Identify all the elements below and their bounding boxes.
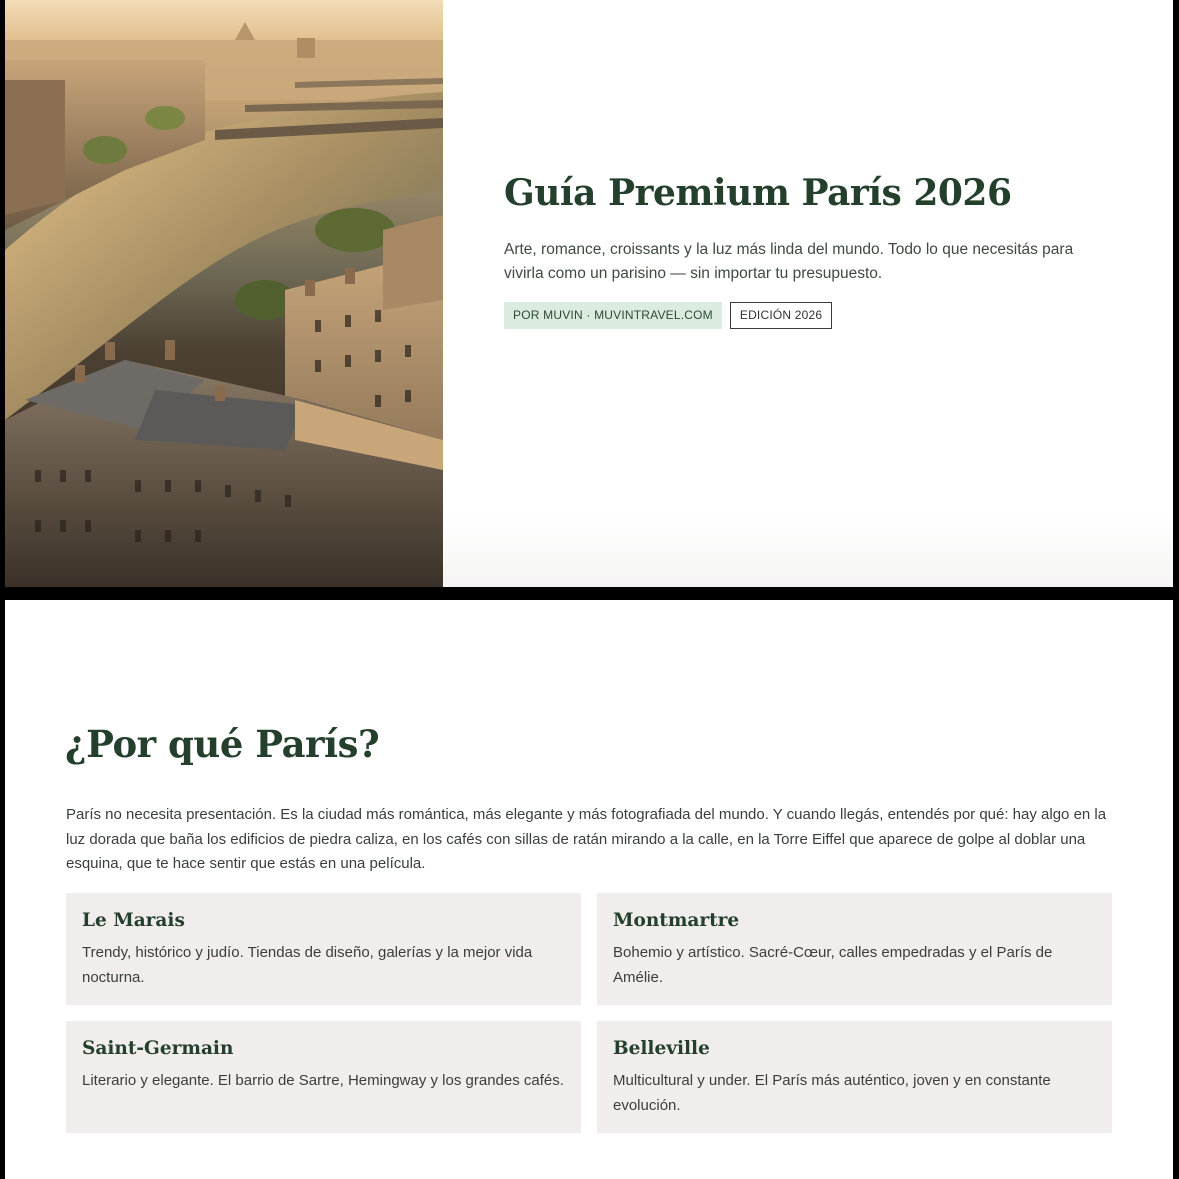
card-description: Multicultural y under. El París más auténtico, joven y en constante evolución. xyxy=(613,1072,1051,1114)
why-paris-section xyxy=(5,600,1173,1179)
neighborhood-card-saint-germain xyxy=(66,1021,581,1133)
neighborhood-card-belleville xyxy=(597,1021,1112,1133)
paris-seine-rooftops-photo xyxy=(5,0,443,587)
card-title: Montmartre xyxy=(613,910,740,931)
hero-panel xyxy=(5,0,1173,587)
hero-title: Guía Premium París 2026 xyxy=(504,172,1012,214)
section-intro: París no necesita presentación. Es la ciudad más romántica, más elegante y más fotografiada del mundo. Y cuando llegás, entendés por qué: hay algo en la luz dorada que baña los edificios de piedra caliza, en los cafés con sillas de ratán mirando a la calle, en la Torre Eiffel que aparece de golpe al doblar una esquina, que te hace sentir que estás en una película. xyxy=(66,806,1107,872)
card-description: Bohemio y artístico. Sacré-Cœur, calles empedradas y el París de Amélie. xyxy=(613,944,1053,986)
section-title: ¿Por qué París? xyxy=(65,722,380,766)
neighborhood-cards xyxy=(66,893,1112,1133)
card-title: Saint-Germain xyxy=(82,1038,234,1059)
hero-description: Arte, romance, croissants y la luz más linda del mundo. Todo lo que necesitás para vivirla como un parisino — sin importar tu presupuesto. xyxy=(504,241,1074,282)
card-description: Trendy, histórico y judío. Tiendas de diseño, galerías y la mejor vida nocturna. xyxy=(82,944,533,986)
card-description: Literario y elegante. El barrio de Sartre, Hemingway y los grandes cafés. xyxy=(82,1072,564,1089)
neighborhood-card-le-marais xyxy=(66,893,581,1005)
author-tag: POR MUVIN · MUVINTRAVEL.COM xyxy=(504,302,722,329)
card-title: Le Marais xyxy=(82,910,185,931)
card-title: Belleville xyxy=(613,1038,710,1059)
hero-text-block xyxy=(504,172,1124,329)
edition-tag: EDICIÓN 2026 xyxy=(730,302,832,329)
hero-tags xyxy=(504,302,1124,329)
photo-illustration xyxy=(5,0,443,587)
neighborhood-card-montmartre xyxy=(597,893,1112,1005)
